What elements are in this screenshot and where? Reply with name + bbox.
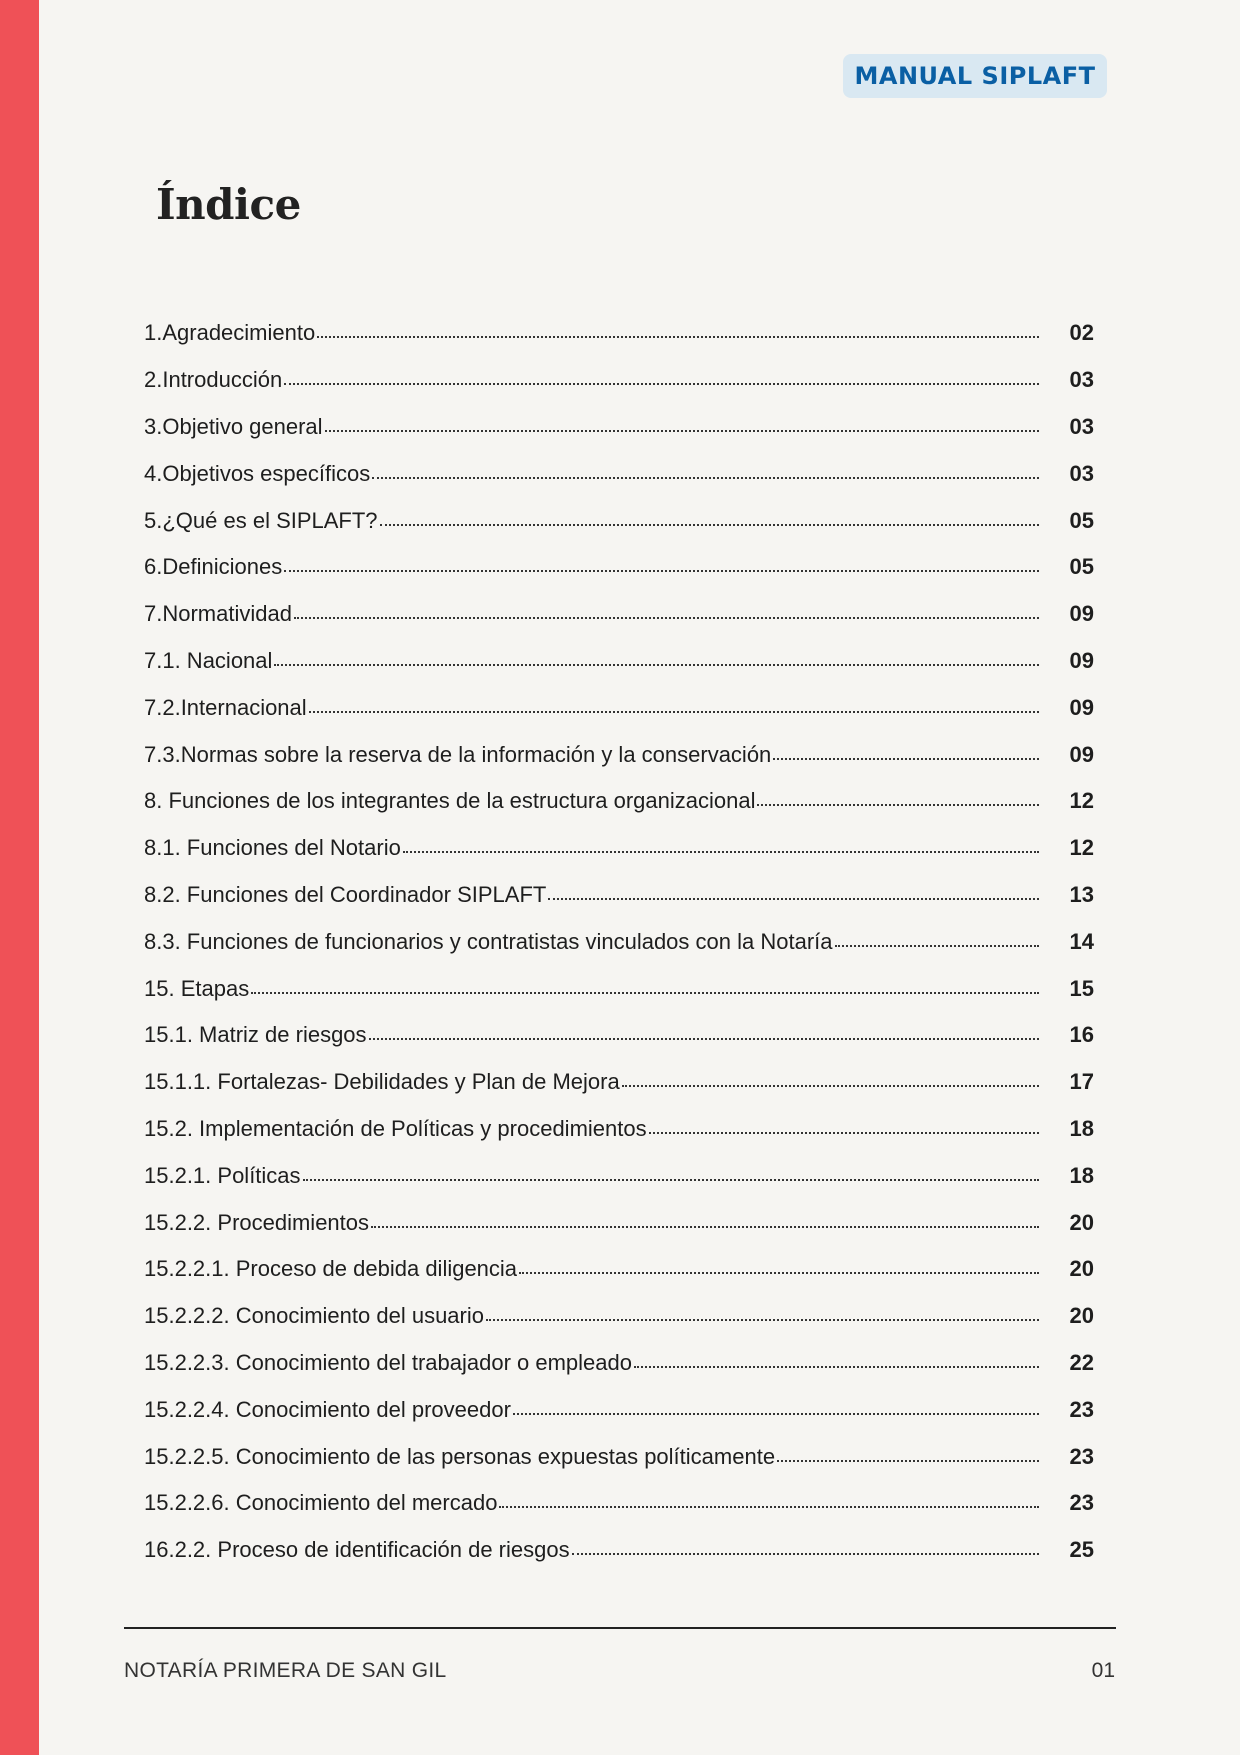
toc-entry[interactable] bbox=[144, 1433, 1094, 1480]
toc-leader-dots bbox=[622, 1059, 1039, 1106]
toc-entry-page: 17 bbox=[1069, 1069, 1094, 1095]
toc-entry[interactable] bbox=[144, 591, 1094, 638]
toc-entry-label: 7.1. Nacional bbox=[144, 647, 273, 673]
toc-entry[interactable] bbox=[144, 1246, 1094, 1293]
toc-leader-dots bbox=[309, 684, 1039, 731]
toc-entry[interactable] bbox=[144, 497, 1094, 544]
toc-leader-dots bbox=[499, 1480, 1039, 1527]
toc-leader-dots bbox=[548, 872, 1039, 919]
toc-entry-label: 15.2.2.2. Conocimiento del usuario bbox=[144, 1303, 484, 1329]
toc-entry[interactable] bbox=[144, 544, 1094, 591]
toc-entry-page: 05 bbox=[1069, 507, 1094, 533]
toc-leader-dots bbox=[773, 731, 1039, 778]
toc-entry[interactable] bbox=[144, 918, 1094, 965]
page-title: Índice bbox=[156, 180, 301, 229]
toc-entry[interactable] bbox=[144, 404, 1094, 451]
toc-leader-dots bbox=[284, 544, 1039, 591]
toc-entry-page: 18 bbox=[1069, 1115, 1094, 1141]
toc-entry-page: 15 bbox=[1069, 975, 1094, 1001]
table-of-contents bbox=[144, 310, 1094, 1574]
toc-entry-page: 20 bbox=[1069, 1209, 1094, 1235]
toc-entry-label: 8. Funciones de los integrantes de la estructura organizacional bbox=[144, 788, 756, 814]
toc-leader-dots bbox=[284, 357, 1039, 404]
toc-entry[interactable] bbox=[144, 1340, 1094, 1387]
toc-entry-page: 09 bbox=[1069, 694, 1094, 720]
toc-leader-dots bbox=[649, 1106, 1039, 1153]
toc-entry-label: 8.1. Funciones del Notario bbox=[144, 835, 401, 861]
toc-entry[interactable] bbox=[144, 1012, 1094, 1059]
toc-entry[interactable] bbox=[144, 778, 1094, 825]
toc-entry-label: 2.Introducción bbox=[144, 367, 283, 393]
toc-leader-dots bbox=[777, 1433, 1039, 1480]
toc-leader-dots bbox=[634, 1340, 1039, 1387]
toc-entry-label: 6.Definiciones bbox=[144, 554, 283, 580]
toc-entry[interactable] bbox=[144, 1527, 1094, 1574]
toc-leader-dots bbox=[369, 1012, 1039, 1059]
toc-entry[interactable] bbox=[144, 731, 1094, 778]
toc-entry-label: 7.2.Internacional bbox=[144, 694, 307, 720]
toc-entry-label: 8.2. Funciones del Coordinador SIPLAFT bbox=[144, 881, 547, 907]
toc-leader-dots bbox=[274, 638, 1039, 685]
toc-entry-label: 8.3. Funciones de funcionarios y contratistas vinculados con la Notaría bbox=[144, 928, 833, 954]
toc-leader-dots bbox=[380, 497, 1039, 544]
toc-entry-page: 20 bbox=[1069, 1256, 1094, 1282]
toc-entry[interactable] bbox=[144, 638, 1094, 685]
toc-entry-page: 20 bbox=[1069, 1303, 1094, 1329]
toc-entry-label: 16.2.2. Proceso de identificación de riesgos bbox=[144, 1537, 570, 1563]
toc-entry[interactable] bbox=[144, 965, 1094, 1012]
toc-entry-label: 15.2.2.6. Conocimiento del mercado bbox=[144, 1490, 498, 1516]
toc-leader-dots bbox=[572, 1527, 1039, 1574]
toc-leader-dots bbox=[317, 310, 1039, 357]
toc-entry-label: 15.2.2. Procedimientos bbox=[144, 1209, 370, 1235]
toc-entry-page: 23 bbox=[1069, 1396, 1094, 1422]
toc-entry-label: 15.2.2.5. Conocimiento de las personas expuestas políticamente bbox=[144, 1443, 776, 1469]
toc-entry-page: 05 bbox=[1069, 554, 1094, 580]
toc-entry-page: 12 bbox=[1069, 788, 1094, 814]
toc-entry-label: 15.1. Matriz de riesgos bbox=[144, 1022, 367, 1048]
toc-leader-dots bbox=[519, 1246, 1039, 1293]
toc-leader-dots bbox=[325, 404, 1039, 451]
toc-entry-page: 22 bbox=[1069, 1349, 1094, 1375]
toc-entry-label: 1.Agradecimiento bbox=[144, 320, 316, 346]
toc-entry-page: 03 bbox=[1069, 367, 1094, 393]
toc-entry[interactable] bbox=[144, 1480, 1094, 1527]
footer-page-number: 01 bbox=[1091, 1659, 1115, 1682]
toc-leader-dots bbox=[835, 918, 1039, 965]
toc-entry-label: 15.2.2.1. Proceso de debida diligencia bbox=[144, 1256, 518, 1282]
toc-entry[interactable] bbox=[144, 1293, 1094, 1340]
toc-entry-page: 09 bbox=[1069, 741, 1094, 767]
toc-entry-label: 15.1.1. Fortalezas- Debilidades y Plan de Mejora bbox=[144, 1069, 620, 1095]
toc-entry-page: 12 bbox=[1069, 835, 1094, 861]
toc-entry[interactable] bbox=[144, 872, 1094, 919]
toc-leader-dots bbox=[294, 591, 1039, 638]
toc-entry-page: 13 bbox=[1069, 881, 1094, 907]
toc-leader-dots bbox=[372, 450, 1039, 497]
toc-entry-label: 4.Objetivos específicos bbox=[144, 460, 371, 486]
toc-entry-label: 7.Normatividad bbox=[144, 601, 292, 627]
toc-entry-label: 15.2. Implementación de Políticas y procedimientos bbox=[144, 1115, 647, 1141]
toc-entry-page: 14 bbox=[1069, 928, 1094, 954]
header-badge bbox=[843, 54, 1107, 98]
toc-entry[interactable] bbox=[144, 1106, 1094, 1153]
toc-entry-page: 09 bbox=[1069, 647, 1094, 673]
toc-entry-label: 15.2.2.3. Conocimiento del trabajador o empleado bbox=[144, 1349, 632, 1375]
toc-entry-page: 02 bbox=[1069, 320, 1094, 346]
toc-entry[interactable] bbox=[144, 1199, 1094, 1246]
toc-leader-dots bbox=[757, 778, 1039, 825]
toc-entry[interactable] bbox=[144, 825, 1094, 872]
toc-entry-page: 23 bbox=[1069, 1443, 1094, 1469]
toc-entry-label: 5.¿Qué es el SIPLAFT? bbox=[144, 507, 378, 533]
footer-divider bbox=[124, 1627, 1116, 1629]
side-accent-bar bbox=[0, 0, 39, 1755]
toc-entry-label: 15.2.1. Políticas bbox=[144, 1162, 301, 1188]
toc-leader-dots bbox=[486, 1293, 1039, 1340]
toc-entry[interactable] bbox=[144, 450, 1094, 497]
toc-entry-page: 03 bbox=[1069, 413, 1094, 439]
toc-leader-dots bbox=[403, 825, 1039, 872]
toc-leader-dots bbox=[251, 965, 1039, 1012]
header-badge-text: MANUAL SIPLAFT bbox=[854, 62, 1096, 90]
toc-entry-label: 15.2.2.4. Conocimiento del proveedor bbox=[144, 1396, 511, 1422]
toc-entry-label: 3.Objetivo general bbox=[144, 413, 323, 439]
toc-entry[interactable] bbox=[144, 1386, 1094, 1433]
footer-organization: NOTARÍA PRIMERA DE SAN GIL bbox=[124, 1659, 447, 1682]
toc-entry-page: 16 bbox=[1069, 1022, 1094, 1048]
toc-leader-dots bbox=[371, 1199, 1039, 1246]
toc-leader-dots bbox=[303, 1152, 1039, 1199]
toc-entry[interactable] bbox=[144, 310, 1094, 357]
toc-entry-page: 03 bbox=[1069, 460, 1094, 486]
toc-entry-page: 09 bbox=[1069, 601, 1094, 627]
toc-entry[interactable] bbox=[144, 1152, 1094, 1199]
toc-entry-page: 23 bbox=[1069, 1490, 1094, 1516]
toc-entry-page: 25 bbox=[1069, 1537, 1094, 1563]
toc-entry[interactable] bbox=[144, 1059, 1094, 1106]
toc-entry-page: 18 bbox=[1069, 1162, 1094, 1188]
toc-entry-label: 7.3.Normas sobre la reserva de la información y la conservación bbox=[144, 741, 772, 767]
toc-entry[interactable] bbox=[144, 357, 1094, 404]
toc-leader-dots bbox=[513, 1386, 1039, 1433]
toc-entry-label: 15. Etapas bbox=[144, 975, 250, 1001]
toc-entry[interactable] bbox=[144, 684, 1094, 731]
